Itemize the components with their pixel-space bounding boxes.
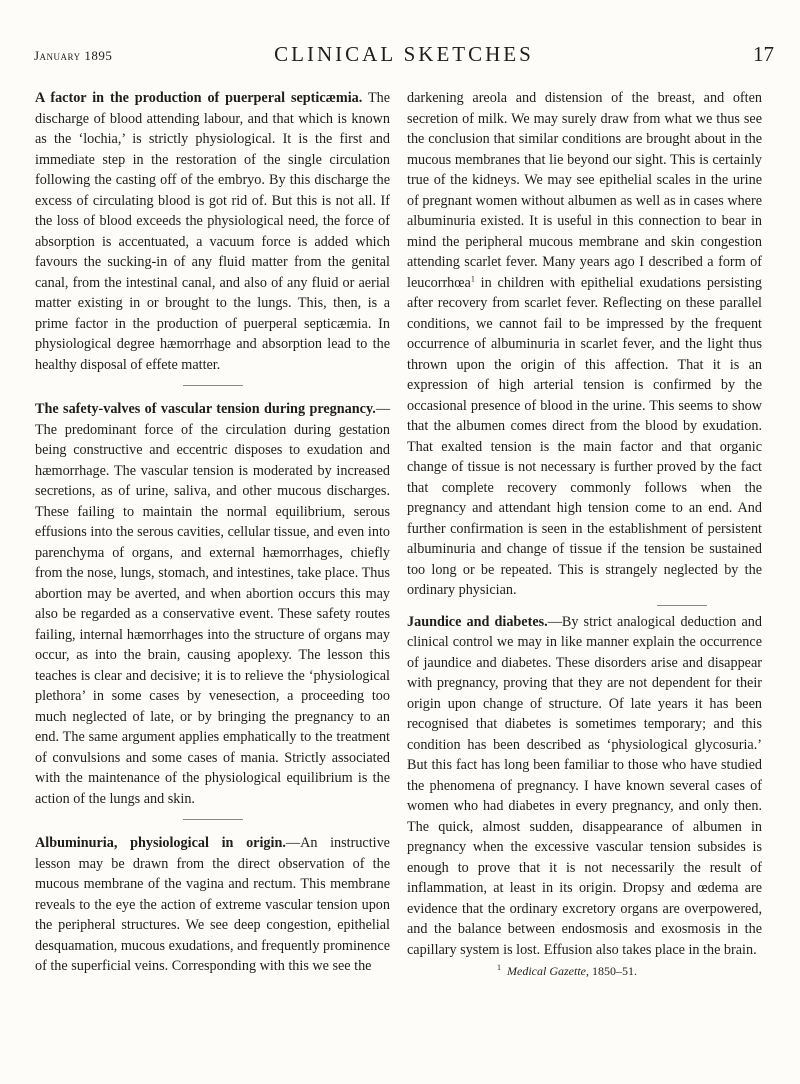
section-divider — [657, 605, 707, 606]
paragraph-albuminuria-continued — [407, 88, 762, 601]
paragraph-body: The discharge of blood attending labour, and that which is known as the ‘lochia,’ is strictly physiological. It is the first and immediate step in the restoration of the single circulation following the casting off of the embryo. By this discharge the excess of circulating blood is got rid of. But this is not all. If the loss of blood exceeds the physiological need, the force of absorption is accentuated, a vacuum force is added which favours the sucking-in of any fluid matter from the genital canal, from the intestinal canal, and also of any fluid or aerial matter existing in or brought to the lungs. This, then, is a prime factor in the production of puerperal septicæmia. In physiological degree hæmorrhage and absorption lead to the healthy disposal of effete matter. — [35, 90, 390, 373]
paragraph-puerperal-septicaemia — [35, 88, 390, 375]
section-title: CLINICAL SKETCHES — [274, 42, 534, 66]
paragraph-heading: The safety-valves of vascular tension during pregnancy. — [35, 401, 376, 417]
paragraph-safety-valves — [35, 399, 390, 809]
footnote — [407, 960, 762, 979]
paragraph-body: —By strict analogical deduction and clinical control we may in like manner explain the occurrence of jaundice and diabetes. These disorders arise and disappear with pregnancy, proving that they are not dependent for their origin upon change of structure. Of late years it has been recognised that diabetes is sometimes temporary; and this condition has been described as ‘physiological glycosuria.’ But this fact has long been familiar to those who have studied the phenomena of pregnancy. I have known several cases of women who had diabetes in every pregnancy, and only then. The quick, almost sudden, disappearance of albumen in pregnancy when the excessive vascular tension subsides is enough to prove that it is not necessarily the result of inflammation, at least in its origin. Dropsy and œdema are evidence that the ordinary excretory organs are overpowered, and the balance between endosmosis and exosmosis in the capillary system is lost. Effusion also takes place in the brain. — [407, 613, 762, 958]
footnote-pages: , 1850–51. — [585, 964, 637, 978]
paragraph-body: —An instructive lesson may be drawn from the direct observation of the mucous membrane of the vagina and rectum. This membrane reveals to the eye the action of extreme vascular tension upon the peripheral structures. We see deep congestion, epithelial desquamation, mucous exudations, and frequently prominence of the superficial veins. Corresponding with this we see the — [35, 835, 390, 974]
paragraph-body: in children with epithelial exudations persisting after recovery from scarlet fever. Reflecting on these parallel conditions, we cannot fail to be impressed by the frequent occurrence of albuminuria in scarlet fever, and the light thus thrown upon the origin of this affection. That it is an expression of high arterial tension is confirmed by the occasional presence of blood in the urine. This seems to show that the albumen comes direct from the blood by exudation. That exalted tension is the main factor and that organic change of tissue is not necessary is further proved by the fact that complete recovery commonly follows when the pregnancy and attendant high tension come to an end. And further confirmation is seen in the establishment of persistent albuminuria and change of tissue if the tension be sustained too long or be repeated. This is strangely neglected by the ordinary physician. — [407, 274, 762, 598]
paragraph-heading: Jaundice and diabetes. — [407, 613, 548, 630]
paragraph-albuminuria — [35, 833, 390, 977]
footnote-number: 1 — [497, 963, 501, 972]
paragraph-body: darkening areola and distension of the breast, and often secretion of milk. We may surely draw from what we thus see the conclusion that similar conditions are brought about in the mucous membranes that lie beyond our sight. This is certainly true of the kidneys. We may see epithelial scales in the urine of pregnant women without albumen as well as in cases where albuminuria existed. It is useful in this connection to bear in mind the peripheral mucous membrane and skin congestion attending scarlet fever. Many years ago I described a form of leucorrhœa — [407, 90, 762, 291]
right-column — [407, 88, 762, 979]
footnote-source: Medical Gazette — [507, 964, 586, 978]
paragraph-jaundice-diabetes — [407, 612, 762, 961]
paragraph-body: —The predominant force of the circulation during gestation being constructive and eccentric disposes to exudation and hæmorrhage. The vascular tension is moderated by increased secretions, as of urine, saliva, and other mucous discharges. These failing to maintain the normal equilibrium, serous effusions into the serous cavities, cellular tissue, and even into parenchyma of organs, and external hæmorrhages, chiefly from the nose, lungs, stomach, and intestines, take place. Thus abortion may be averted, and when abortion occurs this may also be regarded as a conservative event. These safety routes failing, internal hæmorrhages into the structure of organs may occur, as into the brain, causing apoplexy. The lesson this teaches is clear and decisive; it is to relieve the ‘physiological plethora’ in some cases by venesection, a proceeding too much neglected of late, or by bringing the pregnancy to an end. The same argument applies emphatically to the treatment of convulsions and some cases of mania. Strictly associated with the maintenance of the physiological equilibrium is the action of the lungs and skin. — [35, 401, 390, 807]
paragraph-heading: Albuminuria, physiological in origin. — [35, 835, 286, 851]
page-number: 17 — [753, 42, 774, 66]
paragraph-heading: A factor in the production of puerperal septicæmia. — [35, 90, 363, 106]
issue-date: January 1895 — [34, 48, 113, 63]
footnote-reference[interactable]: 1 — [470, 273, 475, 283]
left-column — [35, 88, 390, 977]
running-header — [34, 42, 774, 72]
section-divider — [183, 819, 243, 820]
section-divider — [183, 385, 243, 386]
